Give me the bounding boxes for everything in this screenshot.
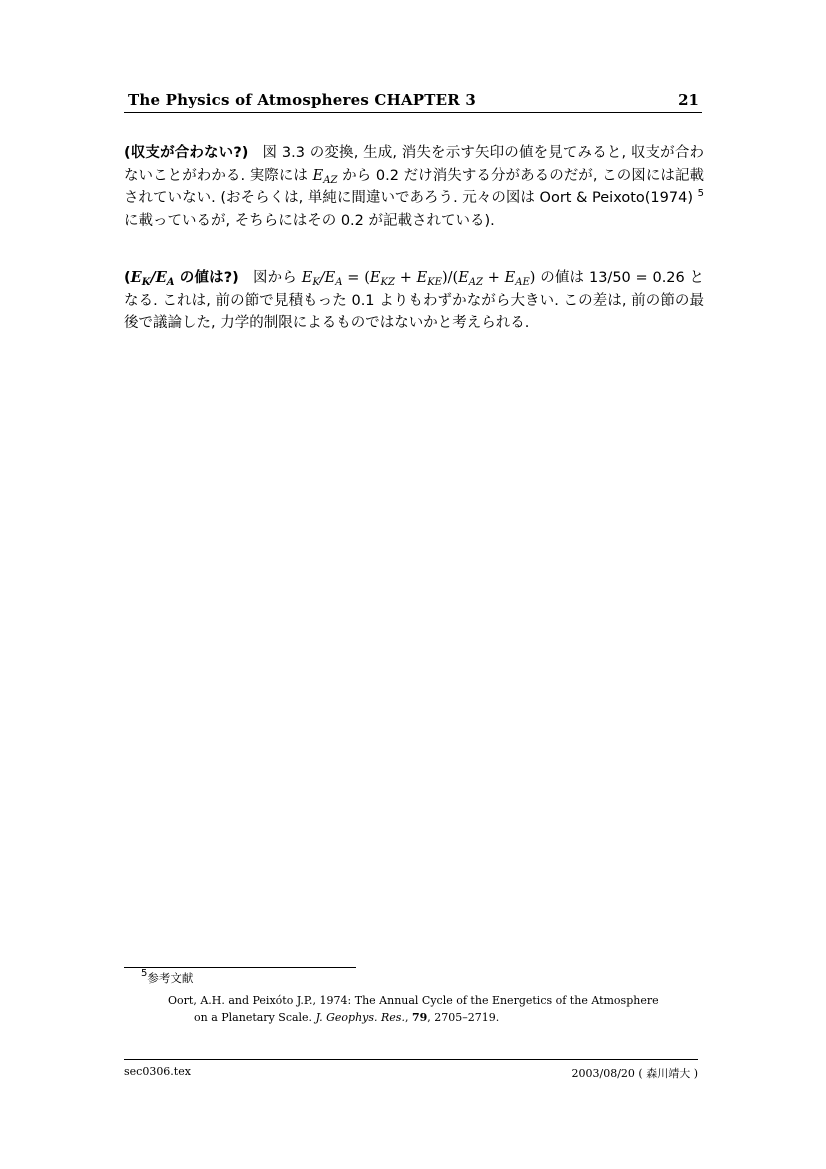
paragraph-text: から 0.2 だけ消失する分があるのだが, この図には記載されていない. (おそらくは, 単純に間違いであろう. 元々の図は Oort & Peixoto(1974)	[124, 167, 704, 206]
footer-date-author: 2003/08/20 ( 森川靖大 )	[571, 1067, 698, 1080]
footnote-mark: 5	[697, 188, 704, 199]
footer-filename: sec0306.tex	[124, 1065, 191, 1078]
reference-line-1: Oort, A.H. and Peixóto J.P., 1974: The Annual Cycle of the Energetics of the Atmosphere	[168, 994, 659, 1007]
journal-volume: 79	[411, 1011, 428, 1024]
paragraph-text: 図 3.3 の変換, 生成, 消失を示す矢印の値を見てみると, 収支が合わないことがわかる. 実際には	[124, 145, 704, 184]
page-header	[124, 90, 702, 113]
math-eaz: $E_{AZ}$	[312, 167, 338, 186]
page-number: 21	[678, 91, 699, 109]
page-footer	[124, 1059, 698, 1080]
reference-entry	[168, 992, 688, 1026]
running-title: The Physics of Atmospheres CHAPTER 3	[128, 91, 476, 109]
paragraph-heading: ($E_K/E_A$ の値は?)	[124, 269, 239, 288]
paragraph-ratio	[124, 267, 704, 335]
paragraph-balance	[124, 142, 704, 232]
footnote-mark: 5	[141, 968, 148, 979]
paragraph-heading: (収支が合わない?)	[124, 145, 249, 161]
footnote-rule	[124, 967, 356, 968]
math-ek-ea: $E_K/E_A$	[130, 269, 175, 288]
footnote-title: $^5$参考文献	[141, 968, 194, 985]
paragraph-text: 図から	[252, 270, 302, 286]
reference-line-2: on a Planetary Scale. J. Geophys. Res., 79, 2705–2719.	[194, 1011, 500, 1024]
math-ratio-equation: $E_K/E_A = (E_{KZ} + E_{KE})/(E_{AZ} + E_{AE})$	[301, 270, 536, 288]
journal-name: J. Geophys. Res.	[315, 1011, 405, 1024]
paragraph-text: に載っているが, そちらにはその 0.2 が記載されている).	[124, 212, 495, 229]
paragraph-text: の値は 13/50 = 0.26 となる. これは, 前の節で見積もった 0.1 よりもわずかながら大きい. この差は, 前の節の最後で議論した, 力学的制限によるものではないかと考えられる.	[124, 270, 705, 331]
